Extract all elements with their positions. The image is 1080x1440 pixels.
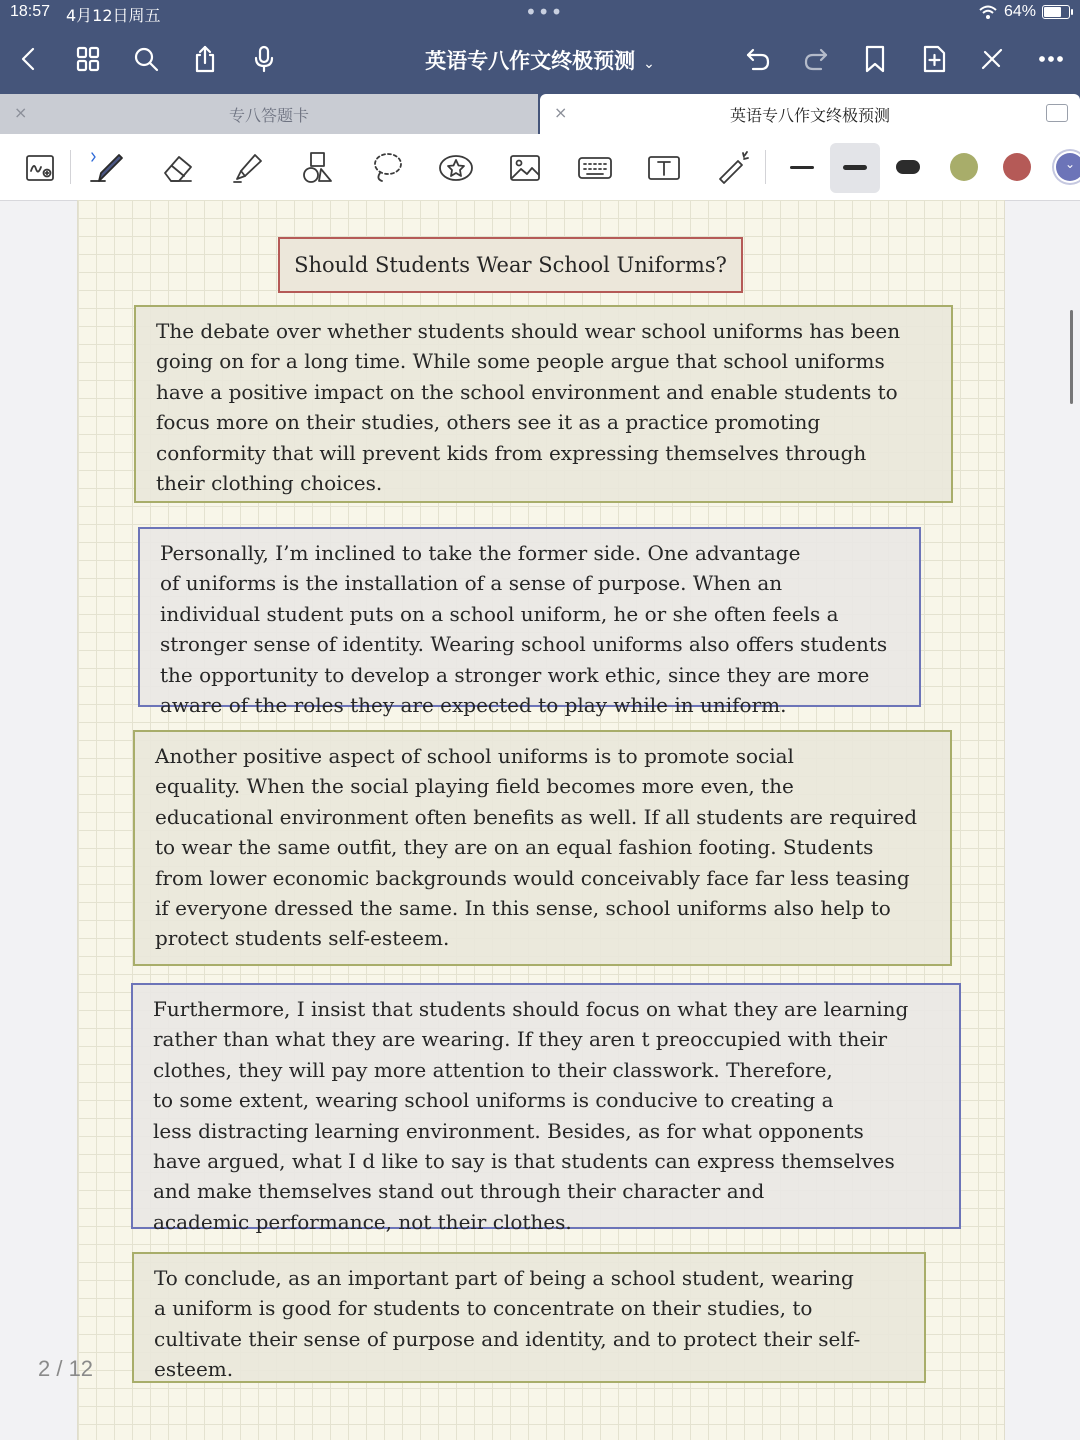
tab-label: 英语专八作文终极预测 — [729, 105, 890, 125]
text-line: stronger sense of identity. Wearing school uniforms also offers students — [160, 632, 888, 657]
tab-bar — [0, 94, 1080, 134]
redo-button[interactable] — [797, 40, 835, 78]
text-line: clothes, they will pay more attention to their classwork. Therefore, — [153, 1057, 833, 1082]
text-line: cultivate their sense of purpose and identity, and to protect their self- — [154, 1326, 861, 1351]
text-line: the opportunity to develop a stronger work ethic, since they are more — [160, 662, 870, 687]
top-navigation-bar — [0, 0, 1080, 94]
split-view-icon[interactable] — [1046, 104, 1068, 122]
eraser-tool-button[interactable] — [156, 146, 200, 190]
text-line: Another positive aspect of school uniforms is to promote social — [155, 744, 794, 768]
zoom-window-icon — [21, 149, 59, 187]
add-page-icon — [919, 44, 949, 74]
text-icon — [645, 149, 683, 187]
lasso-icon — [368, 149, 406, 187]
highlighter-tool-button[interactable] — [226, 146, 270, 190]
text-line: The debate over whether students should wear school uniforms has been — [156, 319, 901, 343]
stroke-medium-icon — [843, 165, 867, 170]
paragraph-box-4[interactable] — [131, 983, 961, 1234]
text-line: from lower economic backgrounds would conceivably face far less teasing — [155, 865, 910, 890]
text-line: conformity that will prevent kids from expressing themselves through — [156, 440, 867, 465]
status-time: 18:57 — [10, 3, 51, 20]
essay-title: Should Students Wear School Uniforms? — [294, 253, 727, 277]
page-indicator[interactable]: 2 / 12 — [38, 1356, 94, 1381]
stroke-thin-icon — [790, 166, 814, 169]
more-icon — [1036, 44, 1066, 74]
laser-pointer-button[interactable] — [711, 146, 755, 190]
essay-title-box[interactable] — [278, 237, 743, 293]
lasso-tool-button[interactable] — [365, 146, 409, 190]
battery-icon — [1042, 5, 1070, 19]
text-line: and make themselves stand out through their character and — [153, 1179, 765, 1204]
tab-label: 专八答题卡 — [228, 105, 309, 125]
text-line: their clothing choices. — [156, 471, 383, 496]
laser-pointer-icon — [714, 149, 752, 187]
text-line: To conclude, as an important part of being a school student, wearing — [154, 1266, 854, 1290]
pen-tool-button[interactable] — [86, 146, 130, 190]
close-edit-button[interactable] — [973, 40, 1011, 78]
scrollbar[interactable] — [1070, 310, 1073, 404]
add-page-button[interactable] — [915, 40, 953, 78]
color-swatch-red[interactable] — [1003, 153, 1031, 181]
stroke-thick-option[interactable] — [886, 148, 930, 188]
text-line: educational environment often benefits as well. If all students are required — [155, 804, 918, 829]
text-line: going on for a long time. While some people argue that school uniforms — [156, 349, 885, 374]
paragraph-box-1[interactable] — [134, 305, 953, 503]
undo-button[interactable] — [739, 40, 777, 78]
stroke-thin-option[interactable] — [780, 148, 824, 188]
text-line: individual student puts on a school uniform, he or she often feels a — [160, 601, 839, 626]
text-tool-button[interactable] — [642, 146, 686, 190]
text-line: a uniform is good for students to concentrate on their studies, to — [154, 1296, 813, 1321]
text-line: protect students self-esteem. — [155, 926, 450, 951]
text-line: to wear the same outfit, they are on an equal fashion footing. Students — [155, 835, 874, 860]
redo-icon — [801, 44, 831, 74]
document-title-text: 英语专八作文终极预测 — [425, 49, 636, 73]
highlighter-icon — [229, 149, 267, 187]
shapes-tool-button[interactable] — [296, 146, 340, 190]
status-date: 4月12日周五 — [66, 6, 161, 25]
battery-percent: 64% — [1003, 3, 1036, 20]
color-swatch-blue[interactable] — [1056, 153, 1080, 181]
sticker-icon — [437, 149, 475, 187]
drawing-toolbar — [0, 134, 1080, 201]
text-line: Personally, I’m inclined to take the former side. One advantage — [160, 541, 801, 565]
text-line: focus more on their studies, others see it as a practice promoting — [156, 410, 821, 435]
paragraph-box-2[interactable] — [138, 527, 921, 718]
text-line: academic performance, not their clothes. — [153, 1209, 572, 1234]
pen-icon — [89, 149, 127, 187]
text-line: equality. When the social playing field becomes more even, the — [155, 774, 794, 799]
more-button[interactable] — [1032, 40, 1070, 78]
text-line: of uniforms is the installation of a sense of purpose. When an — [160, 571, 783, 596]
bookmark-icon — [860, 44, 890, 74]
zoom-window-button[interactable] — [18, 146, 62, 190]
eraser-icon — [159, 149, 197, 187]
stroke-medium-option[interactable] — [830, 143, 880, 193]
tab-prediction[interactable] — [540, 94, 1080, 134]
text-line: esteem. — [154, 1357, 234, 1382]
sticker-tool-button[interactable] — [434, 146, 478, 190]
keyboard-tool-button[interactable] — [573, 146, 617, 190]
stroke-thick-icon — [896, 160, 920, 174]
shapes-icon — [299, 149, 337, 187]
multitasking-dots[interactable]: ••• — [525, 0, 564, 24]
tab-close-icon[interactable]: × — [14, 103, 28, 122]
image-icon — [506, 149, 544, 187]
text-line: have a positive impact on the school environment and enable students to — [156, 379, 898, 404]
image-tool-button[interactable] — [503, 146, 547, 190]
text-line: have argued, what I d like to say is that students can express themselves — [153, 1149, 895, 1174]
wifi-icon — [978, 4, 998, 20]
text-line: less distracting learning environment. Besides, as for what opponents — [153, 1118, 864, 1143]
text-line: rather than what they are wearing. If they aren t preoccupied with their — [153, 1027, 888, 1052]
chevron-down-icon: ⌄ — [1065, 157, 1076, 171]
undo-icon — [743, 44, 773, 74]
text-line: Furthermore, I insist that students should focus on what they are learning — [153, 997, 909, 1021]
paragraph-box-3[interactable] — [133, 730, 952, 966]
status-right — [978, 3, 1070, 21]
text-line: to some extent, wearing school uniforms is conducive to creating a — [153, 1088, 834, 1113]
bookmark-button[interactable] — [856, 40, 894, 78]
paragraph-box-5[interactable] — [132, 1252, 926, 1383]
color-swatch-olive[interactable] — [950, 153, 978, 181]
text-line: if everyone dressed the same. In this sense, school uniforms also help to — [155, 896, 891, 921]
keyboard-icon — [576, 149, 614, 187]
tab-close-icon[interactable]: × — [554, 103, 568, 122]
text-line: aware of the roles they are expected to play while in uniform. — [160, 693, 787, 718]
close-icon — [977, 44, 1007, 74]
chevron-down-icon: ⌄ — [643, 56, 655, 72]
tab-answer-sheet[interactable] — [0, 94, 538, 134]
